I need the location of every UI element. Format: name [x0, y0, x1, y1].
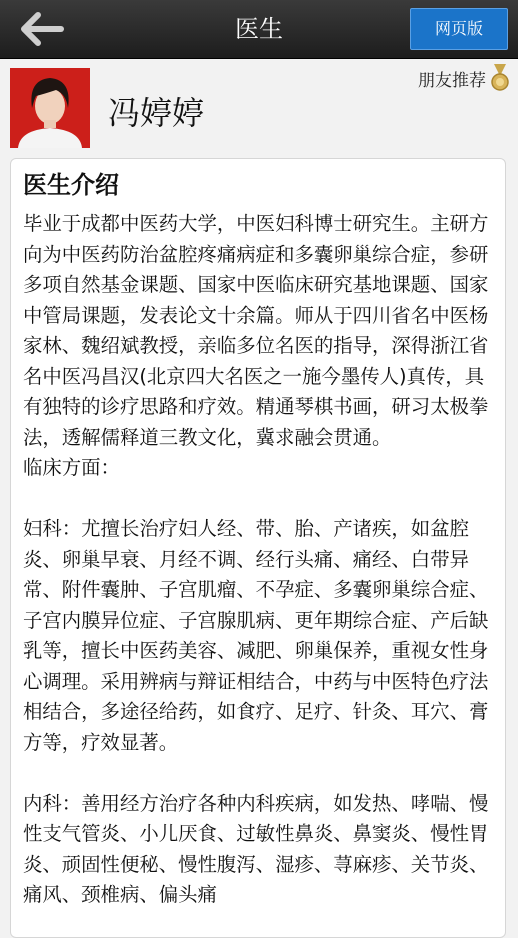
recommend-label: 朋友推荐: [418, 70, 486, 91]
intro-card: [10, 158, 506, 938]
medal-icon: [490, 64, 510, 92]
doctor-name: 冯婷婷: [108, 94, 205, 132]
friend-recommend[interactable]: [418, 64, 510, 92]
intro-text: 毕业于成都中医药大学，中医妇科博士研究生。主研方向为中医药防治盆腔疼痛病症和多囊卵巢综合症，参研多项自然基金课题、国家中医临床研究基地课题、国家中管局课题，发表论文十余篇。师从于四川省名中医杨家林、魏绍斌教授，亲临多位名医的指导，深得浙江省名中医冯昌汉(北京四大名医之一施今墨传人)真传，具有独特的诊疗思路和疗效。精通琴棋书画，研习太极拳法，透解儒释道三教文化，冀求融会贯通。 临床方面： 妇科：尤擅长治疗妇人经、带、胎、产诸疾，如盆腔炎、卵巢早衰、月经不调、经行头痛、痛经、白带异常、附件囊肿、子宫肌瘤、不孕症、多囊卵巢综合症、子宫内膜异位症、子宫腺肌病、更年期综合症、产后缺乳等，擅长中医药美容、减肥、卵巢保养，重视女性身心调理。采用辨病与辩证相结合，中药与中医特色疗法相结合，多途径给药，如食疗、足疗、针灸、耳穴、膏方等，疗效显著。 内科：善用经方治疗各种内科疾病，如发热、哮喘、慢性支气管炎、小儿厌食、过敏性鼻炎、鼻窦炎、慢性胃炎、顽固性便秘、慢性腹泻、湿疹、荨麻疹、关节炎、痛风、颈椎病、偏头痛: [23, 212, 489, 906]
doctor-header: [0, 58, 518, 158]
top-bar: [0, 0, 518, 59]
intro-title: 医生介绍: [23, 171, 119, 199]
doctor-photo: [10, 68, 90, 148]
web-version-button[interactable]: 网页版: [410, 8, 508, 50]
avatar: [10, 68, 90, 148]
page-title: 医生: [235, 15, 283, 43]
